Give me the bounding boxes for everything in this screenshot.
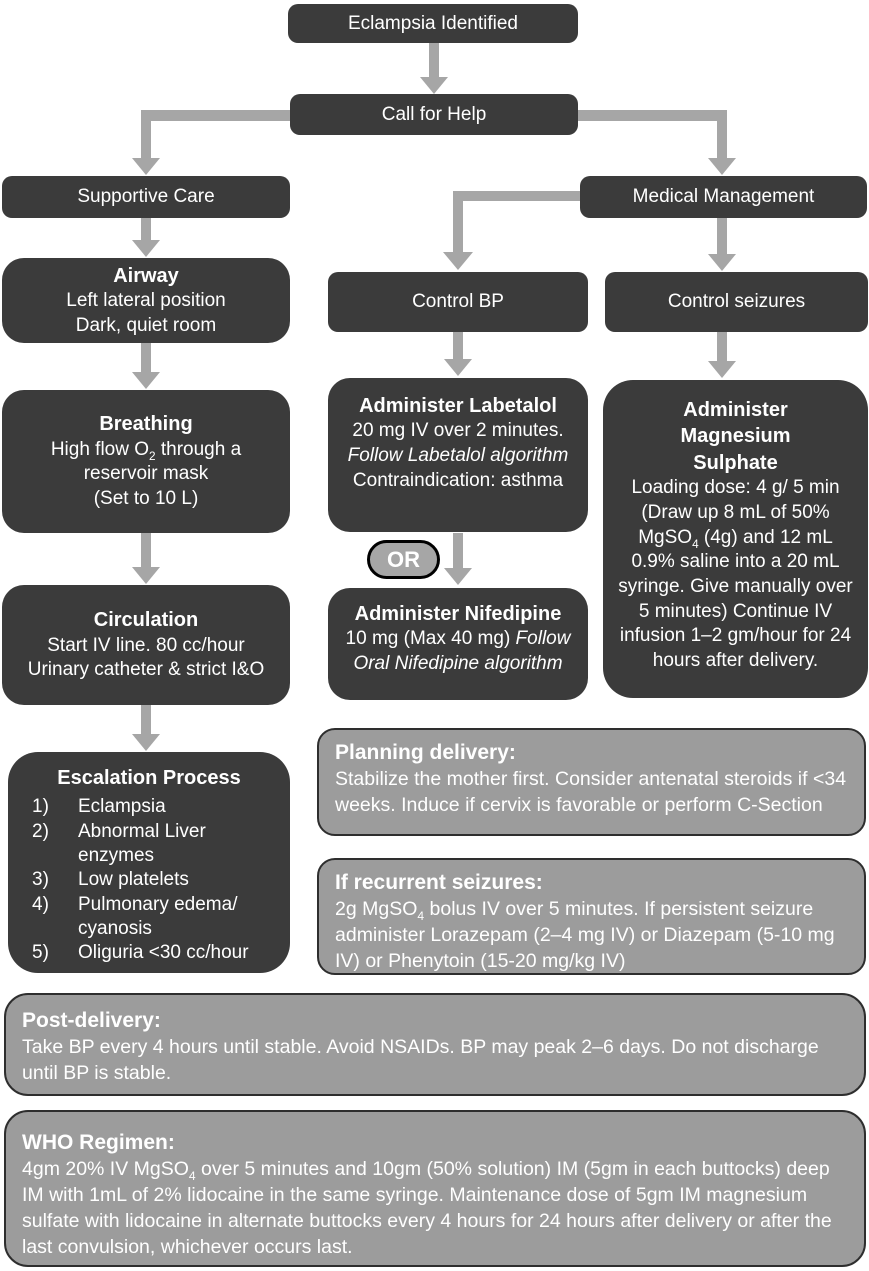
node-title: Airway bbox=[113, 264, 179, 287]
info-title: Planning delivery: bbox=[335, 741, 516, 764]
info-who-regimen bbox=[4, 1110, 866, 1267]
arrow-down-icon bbox=[708, 158, 736, 175]
arrow-down-icon bbox=[132, 567, 160, 584]
info-body: Stabilize the mother first. Consider antenatal steroids if <34 weeks. Induce if cervix is favorable or perform C-Section bbox=[335, 768, 847, 817]
arrow-down-icon bbox=[708, 254, 736, 271]
node-text: High flow $O_2$ through a reservoir mask bbox=[50, 438, 242, 485]
list-item: 3) Low platelets bbox=[32, 869, 189, 891]
node-text: Urinary catheter & strict I&O bbox=[27, 659, 265, 681]
node-text: 20 mg IV over 2 minutes. bbox=[352, 420, 564, 442]
connector-line bbox=[141, 343, 151, 373]
connector-line bbox=[717, 110, 727, 160]
node-administer-labetalol bbox=[328, 378, 588, 532]
connector-line bbox=[453, 332, 463, 360]
connector-line bbox=[141, 218, 151, 241]
node-label: Control seizures bbox=[667, 290, 806, 312]
list-item: 2) Abnormal Liver enzymes bbox=[32, 820, 206, 867]
info-planning-delivery bbox=[317, 728, 866, 836]
connector-line bbox=[717, 218, 727, 255]
connector-line bbox=[578, 110, 727, 121]
connector-line bbox=[141, 533, 151, 568]
info-title: If recurrent seizures: bbox=[335, 871, 543, 894]
connector-line bbox=[141, 110, 291, 121]
node-text: 10 mg (Max 40 mg) Follow Oral Nifedipine algorithm bbox=[345, 628, 571, 675]
node-text: Loading dose: 4 g/ 5 min (Draw up 8 mL of 50% MgSO$_4$ (4g) and 12 mL 0.9% saline into a 20 mL syringe. Give manually over 5 minutes) Continue IV infusion 1–2 gm/hour for 24 hours after delivery. bbox=[618, 477, 853, 671]
node-administer-magnesium-sulphate bbox=[603, 380, 868, 698]
info-title: WHO Regimen: bbox=[22, 1131, 175, 1154]
node-label: Medical Management bbox=[632, 186, 815, 207]
node-circulation bbox=[2, 585, 290, 705]
connector-line bbox=[453, 191, 463, 253]
node-administer-nifedipine bbox=[328, 588, 588, 700]
node-airway bbox=[2, 258, 290, 343]
or-label: OR bbox=[387, 546, 420, 572]
node-supportive-care bbox=[2, 176, 290, 218]
node-label: Control BP bbox=[412, 290, 504, 312]
arrow-down-icon bbox=[444, 568, 472, 585]
info-title: Post-delivery: bbox=[22, 1009, 161, 1032]
arrow-down-icon bbox=[132, 372, 160, 389]
connector-line bbox=[429, 43, 439, 79]
list-item: 4) Pulmonary edema/ cyanosis bbox=[32, 893, 238, 939]
node-breathing bbox=[2, 390, 290, 533]
arrow-down-icon bbox=[444, 359, 472, 376]
node-label: Call for Help bbox=[381, 103, 487, 125]
node-control-seizures bbox=[605, 272, 868, 332]
connector-line bbox=[141, 705, 151, 735]
node-title: Administer bbox=[683, 399, 788, 421]
node-text: Dark, quiet room bbox=[75, 314, 217, 336]
node-title: Escalation Process bbox=[57, 767, 241, 789]
list-item: 5) Oliguria <30 cc/hour bbox=[32, 942, 249, 964]
info-body: Take BP every 4 hours until stable. Avoid NSAIDs. BP may peak 2–6 days. Do not discharge until BP is stable. bbox=[22, 1036, 819, 1085]
connector-line bbox=[141, 110, 151, 160]
arrow-down-icon bbox=[708, 361, 736, 378]
connector-line bbox=[453, 533, 463, 569]
node-title: Administer Labetalol bbox=[359, 395, 557, 417]
node-label: Eclampsia Identified bbox=[347, 12, 519, 34]
arrow-down-icon bbox=[132, 240, 160, 257]
node-label: Supportive Care bbox=[77, 186, 215, 207]
list-item: 1) Eclampsia bbox=[32, 796, 166, 818]
node-call-for-help bbox=[290, 94, 578, 135]
or-connector-badge bbox=[367, 540, 440, 579]
node-title: Circulation bbox=[93, 609, 199, 632]
arrow-down-icon bbox=[443, 252, 473, 270]
node-title: Sulphate bbox=[693, 451, 778, 474]
node-control-bp bbox=[328, 272, 588, 332]
node-text: Follow Labetalol algorithm bbox=[347, 445, 569, 467]
node-text: Start IV line. 80 cc/hour bbox=[47, 634, 245, 656]
info-body: 2g MgSO$_4$ bolus IV over 5 minutes. If persistent seizure administer Lorazepam (2–4 mg IV) or Diazepam (5-10 mg IV) or Phenytoin (15-20 mg/kg IV) bbox=[335, 898, 835, 973]
node-medical-management bbox=[580, 176, 867, 218]
arrow-down-icon bbox=[132, 734, 160, 751]
node-eclampsia-identified bbox=[288, 4, 578, 43]
connector-line bbox=[717, 332, 727, 362]
node-text: Contraindication: asthma bbox=[352, 469, 564, 491]
info-body: 4gm 20% IV MgSO$_4$ over 5 minutes and 10gm (50% solution) IM (5gm in each buttocks) deep IM with 1mL of 2% lidocaine in the same syringe. Maintenance dose of 5gm IM magnesium sulfate with lidocaine in alternate buttocks every 4 hours for 24 hours after delivery or after the last convulsion, whichever occurs last. bbox=[22, 1158, 832, 1259]
arrow-down-icon bbox=[420, 77, 448, 94]
info-post-delivery bbox=[4, 993, 866, 1096]
info-recurrent-seizures bbox=[317, 858, 866, 975]
node-title: Breathing bbox=[99, 413, 193, 436]
node-text: (Set to 10 L) bbox=[93, 488, 199, 510]
escalation-list bbox=[8, 795, 290, 965]
node-title: Magnesium bbox=[680, 425, 791, 448]
arrow-down-icon bbox=[132, 158, 160, 175]
node-escalation-process bbox=[8, 752, 290, 973]
node-text: Left lateral position bbox=[66, 290, 226, 311]
node-title: Administer Nifedipine bbox=[354, 603, 562, 625]
connector-line bbox=[453, 191, 581, 201]
